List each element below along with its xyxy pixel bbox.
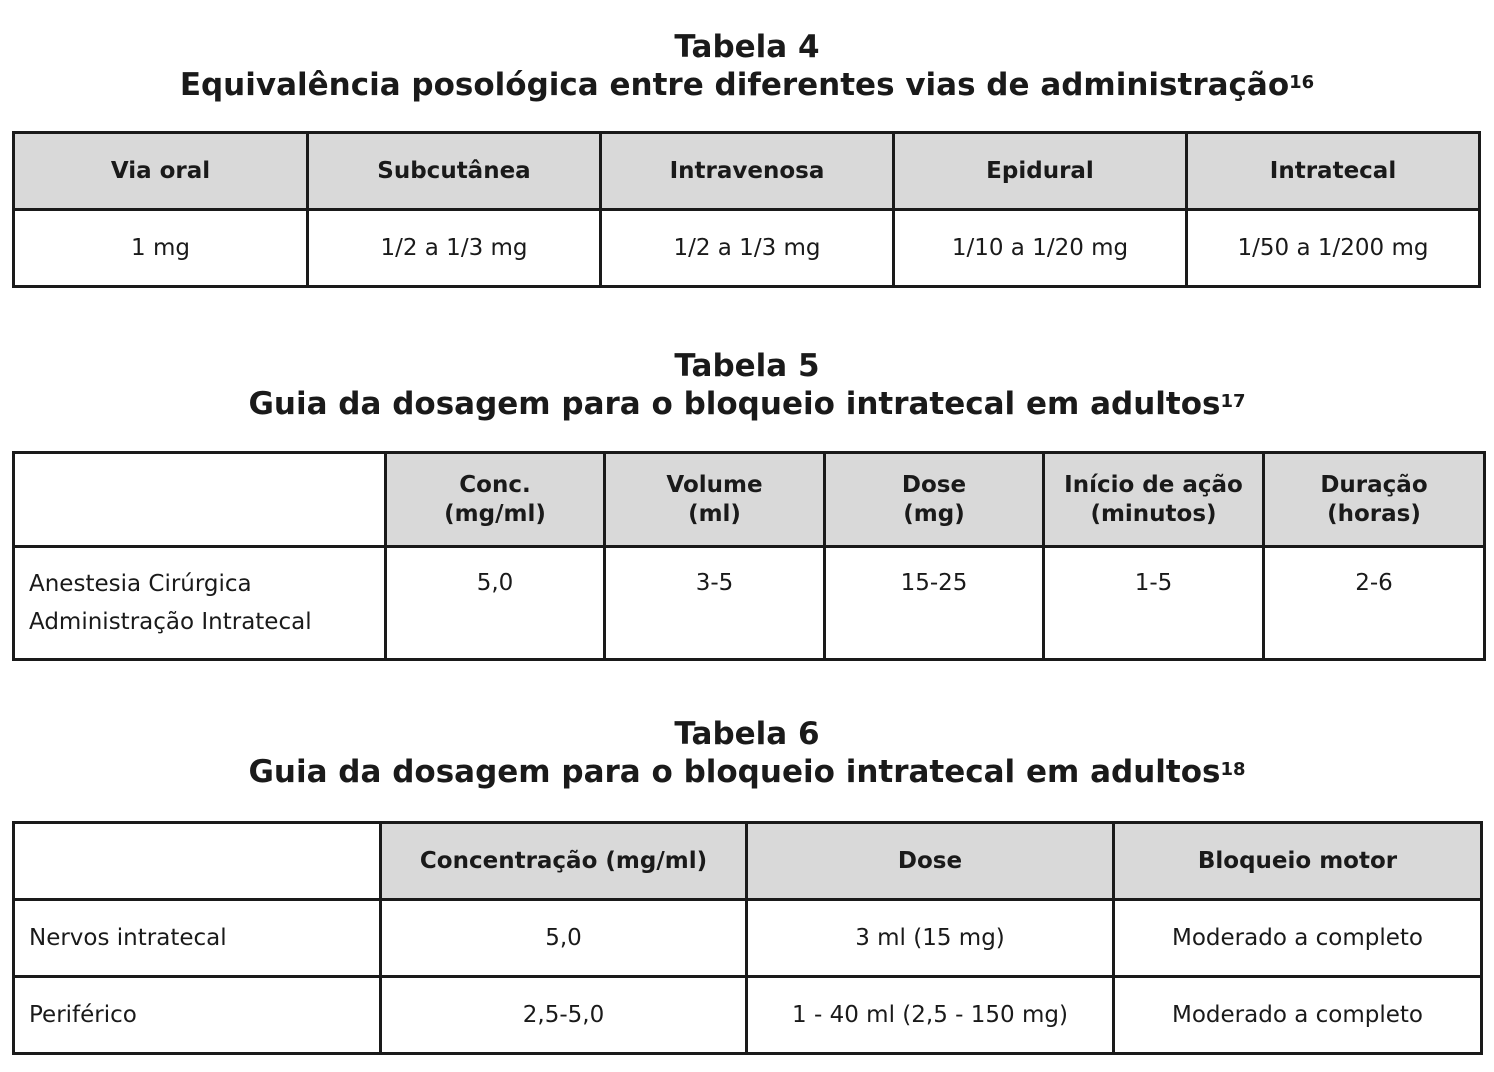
table5-row-label-line2: Administração Intratecal <box>29 609 312 635</box>
table6-header-cell: Dose <box>747 823 1114 900</box>
table6-data-row <box>14 900 1482 977</box>
table6-data-row <box>14 977 1482 1054</box>
table6-cell: 5,0 <box>381 900 747 977</box>
table4-cell: 1/50 a 1/200 mg <box>1187 210 1480 287</box>
table6-subtitle-line <box>0 753 1494 791</box>
table6-cell: Moderado a completo <box>1114 977 1482 1054</box>
table6-header-cell: Concentração (mg/ml) <box>381 823 747 900</box>
table5-subtitle: Guia da dosagem para o bloqueio intratecal em adultos <box>248 386 1221 422</box>
table4-header-cell: Via oral <box>14 133 308 210</box>
table4-cell: 1/2 a 1/3 mg <box>601 210 894 287</box>
table6-row-label: Nervos intratecal <box>14 900 381 977</box>
table4-cell: 1/2 a 1/3 mg <box>308 210 601 287</box>
table5-header-row <box>14 453 1485 547</box>
table6-cell: Moderado a completo <box>1114 900 1482 977</box>
table5-row-label-line1: Anestesia Cirúrgica <box>29 571 252 597</box>
table6-cell: 3 ml (15 mg) <box>747 900 1114 977</box>
table4-data-row <box>14 210 1480 287</box>
table5-title-block <box>0 347 1494 423</box>
table6-row-label: Periférico <box>14 977 381 1054</box>
table4-cell: 1/10 a 1/20 mg <box>894 210 1187 287</box>
table4-header-cell: Subcutânea <box>308 133 601 210</box>
table6-subtitle: Guia da dosagem para o bloqueio intratecal em adultos <box>248 754 1221 790</box>
table5-header-cell <box>386 453 605 547</box>
table6-header-row <box>14 823 1482 900</box>
table4 <box>12 131 1481 288</box>
table5-header-cell <box>825 453 1044 547</box>
table4-header-cell: Intratecal <box>1187 133 1480 210</box>
table6-header-empty <box>14 823 381 900</box>
table5-header-empty <box>14 453 386 547</box>
table5 <box>12 451 1486 661</box>
table5-header-line2: (minutos) <box>1090 500 1217 527</box>
table4-title-block <box>0 28 1494 104</box>
table5-subtitle-line <box>0 385 1494 423</box>
table4-subtitle-line <box>0 66 1494 104</box>
table5-header-cell <box>1264 453 1485 547</box>
table6-reference: 18 <box>1220 759 1246 780</box>
table5-header-line2: (mg/ml) <box>444 500 546 527</box>
table4-cell: 1 mg <box>14 210 308 287</box>
table5-header-line1: Volume <box>666 471 763 498</box>
table5-header-line1: Duração (horas) <box>1320 471 1428 527</box>
table5-data-row <box>14 547 1485 660</box>
table6-cell: 1 - 40 ml (2,5 - 150 mg) <box>747 977 1114 1054</box>
table6 <box>12 821 1483 1055</box>
table5-row-label <box>14 547 386 660</box>
table5-header-cell <box>605 453 825 547</box>
table4-reference: 16 <box>1289 72 1315 93</box>
table5-cell: 3-5 <box>605 547 825 660</box>
table5-header-cell <box>1044 453 1264 547</box>
table4-subtitle: Equivalência posológica entre diferentes vias de administração <box>179 67 1290 103</box>
table5-cell: 2-6 <box>1264 547 1485 660</box>
table5-title: Tabela 5 <box>674 348 820 384</box>
table5-cell: 15-25 <box>825 547 1044 660</box>
table5-header-line2: (mg) <box>903 500 965 527</box>
table5-header-line1: Início de ação <box>1064 471 1243 498</box>
table6-cell: 2,5-5,0 <box>381 977 747 1054</box>
table4-header-cell: Epidural <box>894 133 1187 210</box>
table5-header-line1: Conc. <box>459 471 531 498</box>
table5-header-line2: (ml) <box>688 500 741 527</box>
table5-header-line1: Dose <box>901 471 967 498</box>
table5-cell: 1-5 <box>1044 547 1264 660</box>
table4-header-cell: Intravenosa <box>601 133 894 210</box>
table4-title: Tabela 4 <box>674 29 820 65</box>
table6-header-cell: Bloqueio motor <box>1114 823 1482 900</box>
table5-cell: 5,0 <box>386 547 605 660</box>
table4-header-row <box>14 133 1480 210</box>
table6-title-block <box>0 715 1494 791</box>
table5-reference: 17 <box>1220 391 1246 412</box>
table6-title: Tabela 6 <box>674 716 820 752</box>
